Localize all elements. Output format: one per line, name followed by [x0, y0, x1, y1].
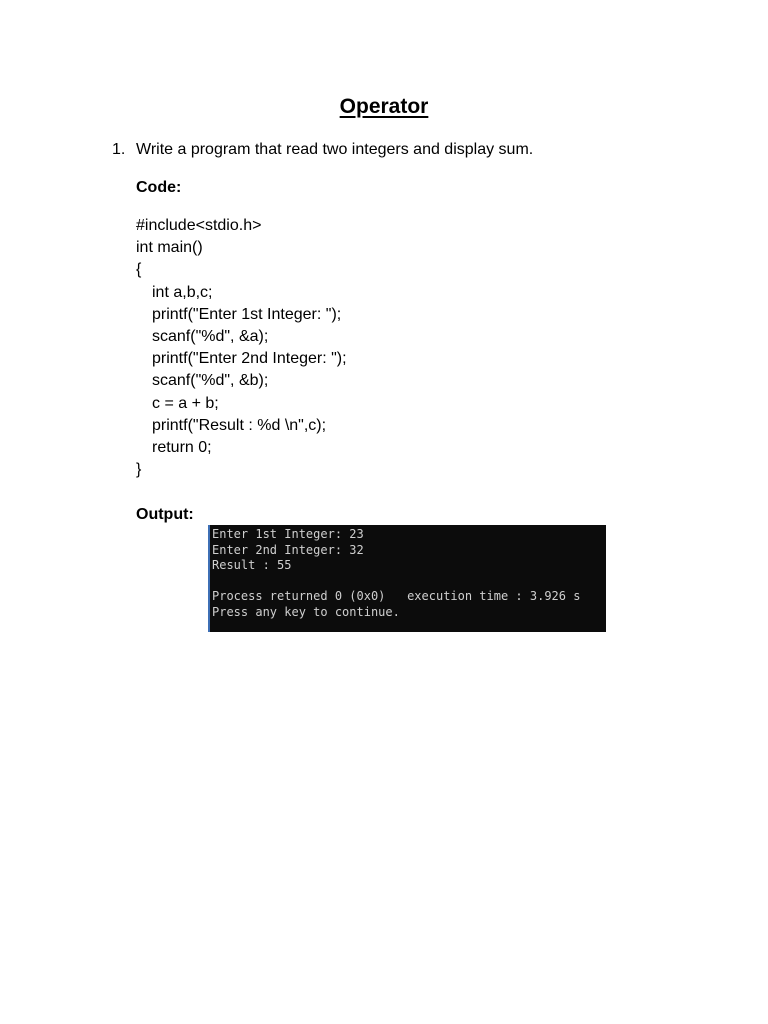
code-line: {	[136, 261, 142, 279]
question-text: Write a program that read two integers and display sum.	[136, 141, 534, 158]
code-line: }	[136, 461, 142, 479]
code-label: Code:	[136, 179, 182, 196]
question-item	[112, 139, 533, 160]
code-line: c = a + b;	[152, 394, 219, 412]
console-line: Press any key to continue.	[212, 604, 400, 619]
code-line: #include<stdio.h>	[136, 217, 262, 234]
code-line: printf("Enter 2nd Integer: ");	[152, 350, 347, 368]
code-line: scanf("%d", &a);	[152, 327, 269, 345]
console-line	[212, 574, 606, 590]
code-line: int main()	[136, 239, 203, 257]
console-line: Result : 55	[212, 558, 292, 573]
code-line: scanf("%d", &b);	[152, 372, 269, 390]
output-label: Output:	[136, 506, 194, 523]
code-line: printf("Enter 1st Integer: ");	[152, 305, 342, 323]
code-line: printf("Result : %d \n",c);	[152, 416, 327, 434]
code-block	[136, 215, 347, 481]
console-line: Enter 2nd Integer: 32	[212, 542, 364, 557]
console-line: Process returned 0 (0x0) execution time : 3.926 s	[212, 589, 581, 604]
console-output-screenshot	[208, 525, 606, 632]
code-line: int a,b,c;	[152, 283, 213, 301]
page-title: Operator	[339, 95, 429, 118]
question-number: 1.	[112, 141, 126, 158]
code-line: return 0;	[152, 438, 212, 456]
console-line: Enter 1st Integer: 23	[212, 527, 364, 541]
